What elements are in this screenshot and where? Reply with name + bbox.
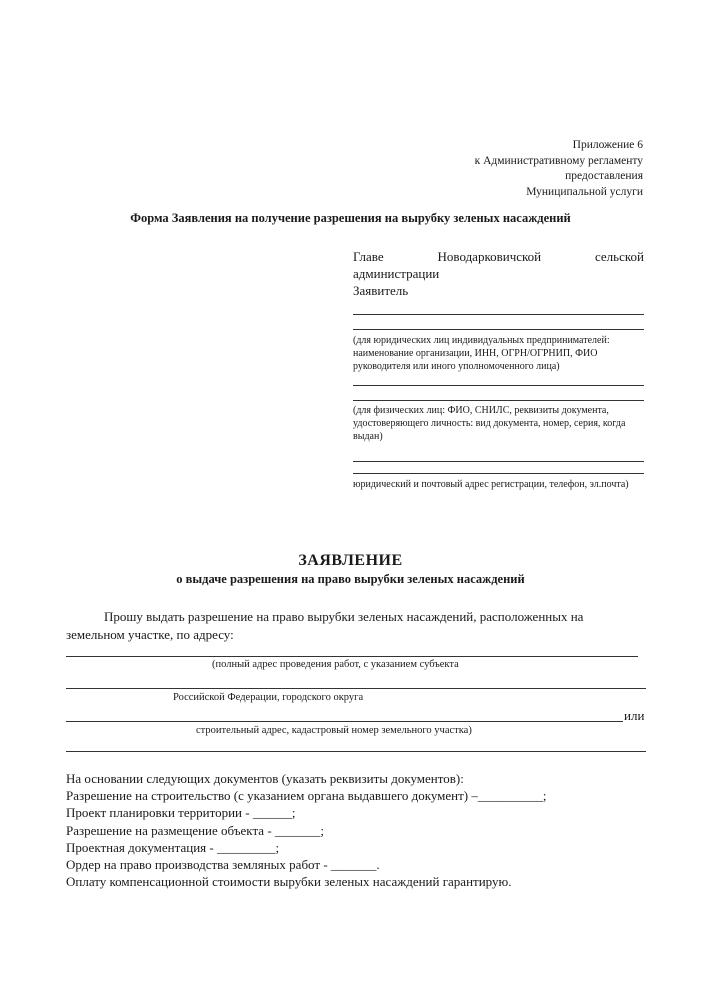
applicant-line-4[interactable] <box>353 400 644 401</box>
statement-title: ЗАЯВЛЕНИЕ <box>298 552 403 569</box>
documents-intro: На основании следующих документов (указать реквизиты документов): <box>66 771 464 786</box>
addressee-block <box>353 248 644 491</box>
document-earthworks-order: Ордер на право производства земляных работ - _______. <box>66 857 380 873</box>
note-legal-entities: (для юридических лиц индивидуальных предпринимателей: наименование организации, ИНН, ОГРН/ОГРНИП, ФИО руководителя или иного уполномоченного лица) <box>353 335 610 372</box>
documents-list <box>66 770 547 890</box>
note-address: юридический и почтовый адрес регистрации, телефон, эл.почта) <box>353 479 629 490</box>
note-physical-persons: (для физических лиц: ФИО, СНИЛС, реквизиты документа, удостоверяющего личность: вид документа, номер, серия, когда выдан) <box>353 405 626 442</box>
document-payment-guarantee: Оплату компенсационной стоимости вырубки зеленых насаждений гарантирую. <box>66 874 512 890</box>
address-line-2[interactable] <box>66 688 646 689</box>
address-line-4[interactable] <box>66 751 646 752</box>
applicant-line-1[interactable] <box>353 314 644 315</box>
address-line-3[interactable] <box>66 721 623 722</box>
appendix-line-2: к Административному регламенту <box>474 154 643 167</box>
form-title: Форма Заявления на получение разрешения на вырубку зеленых насаждений <box>130 211 571 225</box>
request-line-1: Прошу выдать разрешение на право вырубки зеленых насаждений, расположенных на <box>104 609 584 624</box>
addressee-admin: администрации <box>353 266 440 281</box>
addressee-applicant: Заявитель <box>353 283 409 298</box>
address-line-1[interactable] <box>66 656 638 657</box>
statement-subtitle: о выдаче разрешения на право вырубки зеленых насаждений <box>176 572 525 586</box>
document-project-docs: Проектная документация - _________; <box>66 839 280 855</box>
document-territory-plan: Проект планировки территории - ______; <box>66 805 296 821</box>
appendix-block <box>475 138 643 200</box>
appendix-line-3: предоставления <box>565 170 643 182</box>
document-placement-permit: Разрешение на размещение объекта - _______; <box>66 822 325 838</box>
applicant-line-2[interactable] <box>353 329 644 330</box>
addressee-glave-word2: Новодарковичской <box>437 249 542 264</box>
or-word: или <box>624 708 645 723</box>
appendix-line-4: Муниципальной услуги <box>526 185 643 198</box>
appendix-line-1: Приложение 6 <box>572 139 643 151</box>
applicant-line-3[interactable] <box>353 385 644 386</box>
document-building-permit: Разрешение на строительство (с указанием органа выдавшего документ) –__________; <box>66 788 547 804</box>
applicant-line-6[interactable] <box>353 473 644 474</box>
applicant-line-5[interactable] <box>353 461 644 462</box>
addressee-glave-row <box>353 248 644 265</box>
addressee-glave-word1: Главе <box>353 249 384 264</box>
address-hint-3: строительный адрес, кадастровый номер земельного участка) <box>196 725 472 736</box>
address-hint-2: Российской Федерации, городского округа <box>173 692 364 703</box>
request-line-2: земельном участке, по адресу: <box>66 627 234 642</box>
address-hint-1: (полный адрес проведения работ, с указанием субъекта <box>212 659 459 670</box>
addressee-glave-word3: сельской <box>594 249 644 264</box>
